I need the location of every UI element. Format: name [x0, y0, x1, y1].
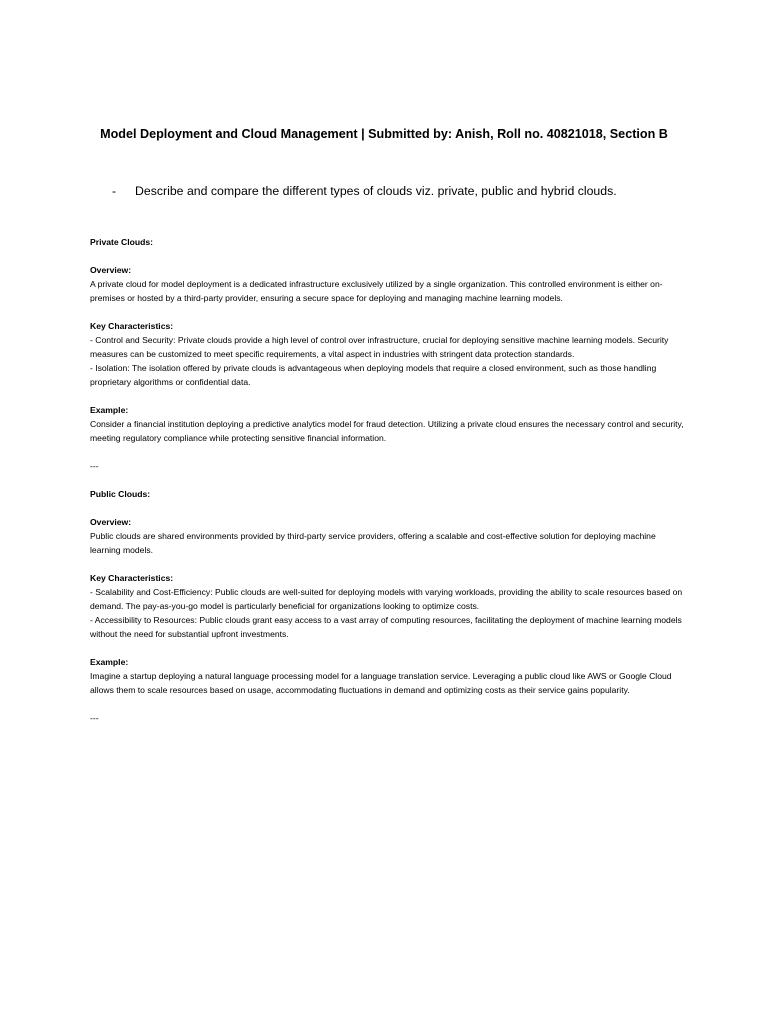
public-clouds-heading: Public Clouds: — [90, 489, 151, 499]
section-separator: --- — [90, 713, 99, 723]
question-text: Describe and compare the different types of clouds viz. private, public and hybrid clouds. — [135, 184, 617, 198]
public-example-label: Example: — [90, 657, 129, 667]
public-overview-label: Overview: — [90, 517, 132, 527]
private-key-characteristic: - Isolation: The isolation offered by private clouds is advantageous when deploying models that require a closed environment, such as those handling proprietary algorithms or confidential data. — [90, 363, 657, 387]
public-key-characteristic: - Accessibility to Resources: Public clouds grant easy access to a vast array of computing resources, facilitating the deployment of machine learning models without the need for substantial upfront investments. — [90, 615, 682, 639]
document-title: Model Deployment and Cloud Management | Submitted by: Anish, Roll no. 40821018, Section B — [100, 127, 668, 141]
question-bullet: - — [112, 184, 117, 198]
private-overview-label: Overview: — [90, 265, 132, 275]
assignment-question — [112, 184, 732, 198]
private-example-text: Consider a financial institution deploying a predictive analytics model for fraud detection. Utilizing a private cloud ensures the necessary control and security, meeting regulatory compliance while protecting sensitive financial information. — [90, 419, 684, 443]
public-key-characteristics-label: Key Characteristics: — [90, 573, 174, 583]
document-body — [90, 235, 686, 725]
public-overview-text: Public clouds are shared environments provided by third-party service providers, offering a scalable and cost-effective solution for deploying machine learning models. — [90, 531, 656, 555]
private-key-characteristics-label: Key Characteristics: — [90, 321, 174, 331]
public-example-text: Imagine a startup deploying a natural language processing model for a language translation service. Leveraging a public cloud like AWS or Google Cloud allows them to scale resources based on usage, accommodating fluctuations in demand and optimizing costs as their service gains popularity. — [90, 671, 672, 695]
private-overview-text: A private cloud for model deployment is a dedicated infrastructure exclusively utilized by a single organization. This controlled environment is either on-premises or hosted by a third-party provider, ensuring a secure space for deploying and managing machine learning models. — [90, 279, 663, 303]
private-example-label: Example: — [90, 405, 129, 415]
section-separator: --- — [90, 461, 99, 471]
public-key-characteristic: - Scalability and Cost-Efficiency: Public clouds are well-suited for deploying models with varying workloads, providing the ability to scale resources based on demand. The pay-as-you-go model is particularly beneficial for organizations looking to optimize costs. — [90, 587, 683, 611]
private-key-characteristic: - Control and Security: Private clouds provide a high level of control over infrastructure, crucial for deploying sensitive machine learning models. Security measures can be customized to meet specific requirements, a vital aspect in industries with stringent data protection standards. — [90, 335, 669, 359]
private-clouds-heading: Private Clouds: — [90, 237, 154, 247]
